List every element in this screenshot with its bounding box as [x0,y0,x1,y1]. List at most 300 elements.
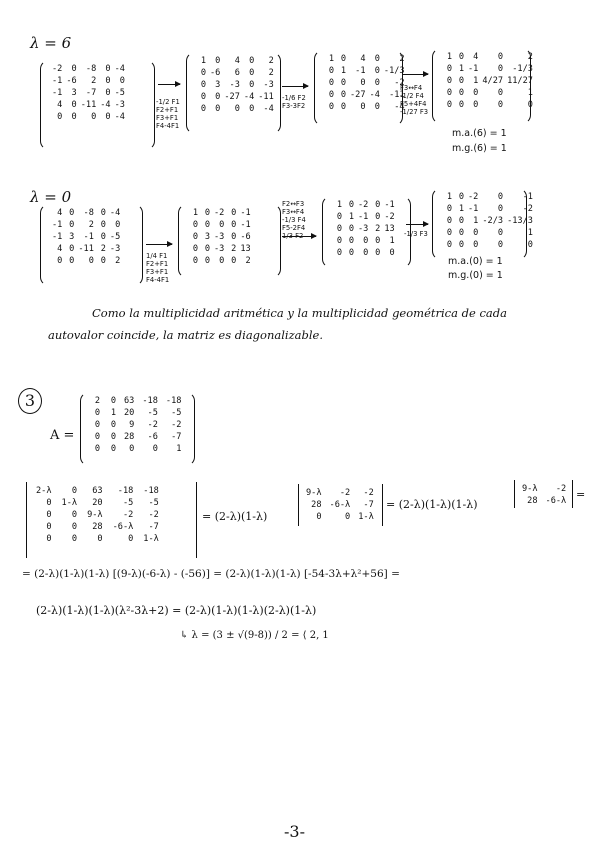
matrix-cell: 0 [46,510,52,520]
matrix-cell: -1 [384,200,395,210]
matrix-cell: 2-λ [36,486,52,496]
matrix-cell: 0 [389,248,395,258]
matrix-cell: 0 [110,444,116,454]
matrix-cell: 0 [71,534,78,544]
matrix-cell: 0 [446,64,452,74]
matrix-cell: 0 [458,216,464,226]
matrix-cell: 0 [446,240,452,250]
matrix-cell: 1-λ [61,498,78,508]
matrix-cell: 1 [340,66,346,76]
matrix-cell: 0 [360,78,366,88]
matrix-cell: 0 [374,66,380,76]
matrix-cell: 28 [527,496,538,506]
page-number: -3- [284,822,305,841]
matrix-cell: -7 [148,522,159,532]
row-operation: F4-4F1 [146,276,170,284]
matrix-cell: -6-λ [545,496,567,506]
conclusion-line-1: Como la multiplicidad aritmética y la multiplicidad geométrica de cada [92,306,507,320]
matrix-cell: 0 [234,104,240,114]
matrix-cell: 0 [192,244,198,254]
matrix-cell: 2 [399,54,405,64]
matrix-cell: 0 [97,534,103,544]
matrix-cell: 28 [92,522,103,532]
matrix-cell: 0 [91,112,97,122]
matrix-cell: 1 [446,192,452,202]
matrix-cell: 0 [46,522,52,532]
matrix-cell: -1 [52,76,63,86]
matrix-cell: 0 [497,64,504,74]
matrix-cell: 0 [231,232,237,242]
arrow-icon [146,244,172,245]
matrix-cell: 0 [57,256,63,266]
matrix-cell: -1/3 [512,64,533,74]
matrix-cell: 0 [94,432,100,442]
matrix-cell: 13 [384,224,395,234]
matrix-cell: 4 [57,244,63,254]
matrix-cell: 0 [100,232,106,242]
matrix-cell: 0 [473,228,479,238]
matrix-cell: 1 [473,216,479,226]
matrix-cell: 1 [192,208,198,218]
matrix-cell: 0 [446,228,452,238]
row-operation: F2+F1 [146,260,169,268]
matrix-cell: 13 [240,244,251,254]
matrix-cell: -2/3 [482,216,504,226]
matrix-cell: 0 [215,56,221,66]
matrix-cell: 0 [497,52,504,62]
matrix-cell: -1 [355,66,366,76]
matrix-cell: -1 [83,232,94,242]
row-operations-s2-2 [404,230,428,238]
matrix-cell: 1 [110,408,116,418]
row-operations-s2-1 [282,200,306,240]
matrix-cell: 20 [124,408,135,418]
row-operation: F2↔F3 [282,200,305,208]
matrix-cell: 0 [348,200,354,210]
matrix-cell: 2 [375,224,381,234]
matrix-cell: -1 [358,212,369,222]
matrix-cell: -4 [243,92,255,102]
row-operations-s1-2 [400,84,428,116]
matrix-cell: 0 [219,220,225,230]
matrix-cell: 4 [57,208,63,218]
matrix-cell: 3 [215,80,221,90]
matrix-cell: -4 [100,100,111,110]
matrix-cell: 0 [57,112,63,122]
matrix-cell: -2 [394,78,405,88]
matrix-cell: 28 [124,432,135,442]
matrix-cell: -1 [52,232,63,242]
roots-line-4: ↳ λ = (3 ± √(9-8)) / 2 = ⟨ 2, 1 [180,630,329,641]
matrix-cell: -11 [258,92,274,102]
matrix-cell: 0 [249,56,255,66]
matrix-cell: 0 [336,248,342,258]
matrix-cell: 0 [200,80,206,90]
matrix-cell: 1 [328,54,334,64]
matrix-cell: -3 [229,80,240,90]
matrix-cell: -2 [147,420,158,430]
matrix-cell: -2 [358,200,369,210]
matrix-cell: 0 [215,92,221,102]
matrix-cell: 3 [69,232,75,242]
matrix-cell: -27 [350,90,366,100]
arrow-icon [158,84,180,85]
row-operation: F2+F1 [156,106,179,114]
matrix-cell: 0 [340,90,346,100]
matrix-cell: 0 [497,204,504,214]
matrix-cell: 0 [100,220,106,230]
matrix-cell: -7 [171,432,182,442]
matrix-cell: -5 [122,498,134,508]
matrix-cell: 0 [71,486,78,496]
matrix-cell: 0 [458,100,464,110]
matrix-cell: 0 [316,512,322,522]
row-operation: 1/4 F1 [146,252,168,260]
matrix-cell: 0 [328,66,334,76]
matrix-cell: 0 [69,256,75,266]
matrix-cell: 0 [497,100,504,110]
matrix-cell: 0 [458,88,464,98]
expansion-line-2: = (2-λ)(1-λ)(1-λ) [(9-λ)(-6-λ) - (-56)] = (2-λ)(1-λ)(1-λ) [-54-3λ+λ²+56] = [22,568,400,580]
matrix-cell: 0 [527,240,533,250]
matrix-a [86,394,187,457]
matrix-cell: -11 [80,100,97,110]
matrix-cell: 0 [110,396,116,406]
matrix-cell: -1 [522,192,533,202]
algebraic-multiplicity-6: m.a.(6) = 1 [452,128,507,139]
row-operation: F3+F1 [146,268,169,276]
matrix-cell: 0 [192,256,198,266]
matrix-cell: 0 [446,88,452,98]
matrix-cell: 0 [71,510,78,520]
matrix-cell: -2 [522,204,533,214]
matrix-cell: 9-λ [522,484,538,494]
matrix-cell: 1 [200,56,206,66]
matrix-cell: -6-λ [112,522,134,532]
matrix-cell: -1 [468,64,479,74]
matrix-cell: 1 [176,444,182,454]
determinant-bar-left [298,484,299,526]
conclusion-line-2: autovalor coincide, la matriz es diagonalizable. [48,328,324,342]
row-operation: F5+4F4 [400,100,427,108]
matrix-cell: 0 [336,236,342,246]
matrix-cell: 2 [268,56,274,66]
matrix-cell: 0 [345,512,351,522]
matrix-a-label: A = [50,428,75,443]
matrix-cell: 0 [94,408,100,418]
lambda-6-label: λ = 6 [30,34,72,52]
matrix-cell: 1 [458,204,464,214]
arrow-icon [282,86,308,87]
matrix-cell: -3 [214,232,225,242]
matrix-cell: -2 [363,488,374,498]
matrix-cell: 0 [458,76,464,86]
matrix-cell: 0 [374,54,380,64]
row-operation: -1/27 F3 [400,108,429,116]
matrix-cell: 0 [69,208,75,218]
matrix-cell: 1 [348,212,354,222]
matrix-cell: 0 [473,88,479,98]
matrix-cell: 0 [231,220,237,230]
matrix-cell: 0 [204,208,210,218]
matrix-cell: 0 [458,52,464,62]
matrix-cell: 0 [446,100,452,110]
matrix-cell: -1 [52,220,63,230]
matrix-cell: 0 [71,522,78,532]
matrix-cell: 2 [245,256,251,266]
matrix-cell: -4 [114,112,125,122]
matrix-cell: 4 [234,56,240,66]
matrix-cell: -3 [114,100,125,110]
row-operations-s2-0 [146,252,169,284]
matrix-cell: -1 [240,220,251,230]
matrix-cell: 0 [348,236,354,246]
matrix-cell: -27 [224,92,240,102]
matrix-cell: 0 [328,90,334,100]
matrix-cell: -5 [171,408,182,418]
row-operation: 1/3 F2 [282,232,304,240]
paren-right [186,392,195,466]
matrix-cell: 0 [71,100,77,110]
matrix-cell: 0 [249,68,255,78]
determinant-bar-right [572,480,573,508]
paren-right [518,188,527,260]
matrix-cell: -2 [122,510,134,520]
matrix-cell: 4 [57,100,63,110]
matrix-cell: 1-λ [358,512,374,522]
matrix-cell: 1 [527,88,533,98]
matrix-s2-2 [328,198,401,261]
matrix-cell: -5 [114,88,125,98]
matrix-cell: 0 [71,64,77,74]
matrix-cell: -2 [148,510,159,520]
matrix-cell: 20 [92,498,103,508]
matrix-cell: 63 [124,396,135,406]
matrix-cell: 9 [129,420,135,430]
matrix-cell: -5 [109,232,121,242]
algebraic-multiplicity-0: m.a.(0) = 1 [448,256,503,267]
matrix-cell: -1 [468,204,479,214]
matrix-cell: 0 [88,256,94,266]
row-operation: -1/2 F4 [400,92,424,100]
matrix-cell: 0 [473,100,479,110]
matrix-cell: 0 [231,208,237,218]
matrix-cell: -8 [83,208,94,218]
matrix-cell: 0 [110,420,116,430]
matrix-cell: 0 [497,228,504,238]
matrix-cell: 0 [46,498,52,508]
matrix-cell: 0 [192,232,198,242]
row-operation: F3-3F2 [282,102,306,110]
matrix-cell: -1 [240,208,251,218]
row-operation: F3↔F4 [400,84,423,92]
matrix-cell: -2 [214,208,225,218]
row-operation: -1/3 F3 [404,230,428,238]
matrix-cell: 0 [200,92,206,102]
matrix-cell: -7 [85,88,97,98]
row-operation: -1/3 F4 [282,216,306,224]
paren-right [134,204,143,286]
matrix-cell: 0 [497,240,504,250]
matrix-cell: 0 [497,88,504,98]
matrix-cell: 0 [446,204,452,214]
matrix-cell: -2 [384,212,395,222]
matrix-s2-1 [184,206,257,269]
equals-sign: = [576,488,586,501]
matrix-cell: -2 [171,420,182,430]
matrix-cell: 1 [446,52,452,62]
matrix-cell: 0 [100,256,106,266]
matrix-cell: -3 [263,80,274,90]
determinant-3x3 [300,486,380,525]
matrix-cell: 0 [249,104,255,114]
matrix-cell: 6 [234,68,240,78]
matrix-cell: 0 [446,216,452,226]
matrix-cell: 0 [458,228,464,238]
matrix-cell: -11 [389,90,405,100]
matrix-cell: -8 [85,64,97,74]
factorization-line-3: (2-λ)(1-λ)(1-λ)(λ²-3λ+2) = (2-λ)(1-λ)(1-λ)(2-λ)(1-λ) [36,604,317,617]
determinant-bar-right [382,484,383,526]
matrix-cell: -4 [109,208,121,218]
paren-right [272,204,281,278]
matrix-cell: -2 [555,484,567,494]
matrix-cell: -3 [358,224,369,234]
row-operation: F3↔F4 [282,208,305,216]
matrix-cell: -11 [78,244,94,254]
row-operations-s1-0 [156,98,180,130]
matrix-cell: 1-λ [143,534,159,544]
matrix-cell: 0 [458,240,464,250]
matrix-cell: 0 [200,104,206,114]
matrix-cell: -18 [165,396,182,406]
matrix-cell: -4 [369,90,380,100]
matrix-cell: 0 [348,248,354,258]
row-operation: F4-4F1 [156,122,180,130]
matrix-cell: 2 [231,244,237,254]
matrix-cell: -5 [147,408,158,418]
matrix-cell: 0 [375,212,381,222]
matrix-cell: 63 [92,486,103,496]
row-operation: F5-2F4 [282,224,306,232]
matrix-cell: 0 [336,212,342,222]
matrix-cell: 0 [110,432,116,442]
geometric-multiplicity-0: m.g.(0) = 1 [448,270,503,281]
matrix-cell: 0 [219,256,225,266]
matrix-cell: -6 [147,432,158,442]
factor-equation-2: = (2-λ)(1-λ)(1-λ) [386,498,478,511]
matrix-cell: 0 [363,236,369,246]
matrix-cell: 2 [115,256,121,266]
matrix-cell: 0 [336,224,342,234]
problem-number: 3 [18,388,42,414]
matrix-cell: 0 [115,220,121,230]
geometric-multiplicity-6: m.g.(6) = 1 [452,143,507,154]
matrix-cell: 0 [200,68,206,78]
matrix-cell: 0 [129,444,135,454]
matrix-cell: -6 [240,232,251,242]
row-operation: -1/6 F2 [282,94,306,102]
matrix-cell: 2 [268,68,274,78]
determinant-bar-right [196,482,197,558]
matrix-cell: -18 [143,486,159,496]
matrix-cell: -3 [214,244,225,254]
matrix-cell: 0 [375,248,381,258]
row-operation: F3+F1 [156,114,179,122]
matrix-cell: -6 [66,76,77,86]
matrix-cell: 1 [389,236,395,246]
matrix-cell: 0 [249,80,255,90]
matrix-cell: 0 [473,240,479,250]
row-operations-s1-1 [282,94,306,110]
matrix-cell: 2 [100,244,106,254]
matrix-cell: 0 [374,102,380,112]
matrix-cell: -2 [52,64,63,74]
matrix-cell: 1 [473,76,479,86]
matrix-cell: 0 [69,244,75,254]
matrix-cell: 0 [527,100,533,110]
arrow-icon [282,236,316,237]
matrix-cell: 2 [91,76,97,86]
matrix-cell: -4 [263,104,274,114]
matrix-cell: 0 [328,102,334,112]
matrix-cell: 0 [94,444,100,454]
arrow-icon [406,224,428,225]
matrix-cell: 0 [128,534,134,544]
matrix-cell: 4 [360,54,366,64]
characteristic-determinant [30,484,165,547]
matrix-cell: -1/3 [383,66,405,76]
matrix-cell: -1 [52,88,63,98]
matrix-cell: 0 [69,220,75,230]
paren-right [146,60,155,150]
matrix-cell: -18 [142,396,158,406]
matrix-cell: -7 [363,500,374,510]
matrix-cell: -5 [148,498,159,508]
matrix-cell: -4 [114,64,125,74]
matrix-s1-0 [46,62,131,125]
matrix-s2-0 [46,206,126,269]
matrix-cell: 0 [340,78,346,88]
matrix-cell: 3 [204,232,210,242]
matrix-cell: 0 [497,192,504,202]
matrix-cell: 0 [94,420,100,430]
matrix-cell: -13/3 [507,216,533,226]
matrix-cell: 9-λ [87,510,103,520]
matrix-cell: 0 [374,78,380,88]
matrix-cell: 0 [152,444,158,454]
matrix-cell: 1 [336,200,342,210]
matrix-cell: 11/27 [507,76,533,86]
matrix-cell: -3 [109,244,121,254]
matrix-cell: -6-λ [329,500,351,510]
paren-right [272,52,281,134]
matrix-cell: 2 [527,52,533,62]
lambda-0-label: λ = 0 [30,188,72,206]
determinant-2x2 [516,482,572,509]
matrix-cell: 0 [363,248,369,258]
matrix-cell: 0 [360,102,366,112]
matrix-cell: 28 [311,500,322,510]
matrix-cell: 0 [105,112,111,122]
arrow-icon [402,74,428,75]
matrix-cell: 0 [71,112,77,122]
matrix-cell: 0 [204,220,210,230]
row-operation: -1/2 F1 [156,98,180,106]
matrix-cell: 0 [204,256,210,266]
matrix-cell: 3 [71,88,77,98]
matrix-cell: 0 [105,76,111,86]
